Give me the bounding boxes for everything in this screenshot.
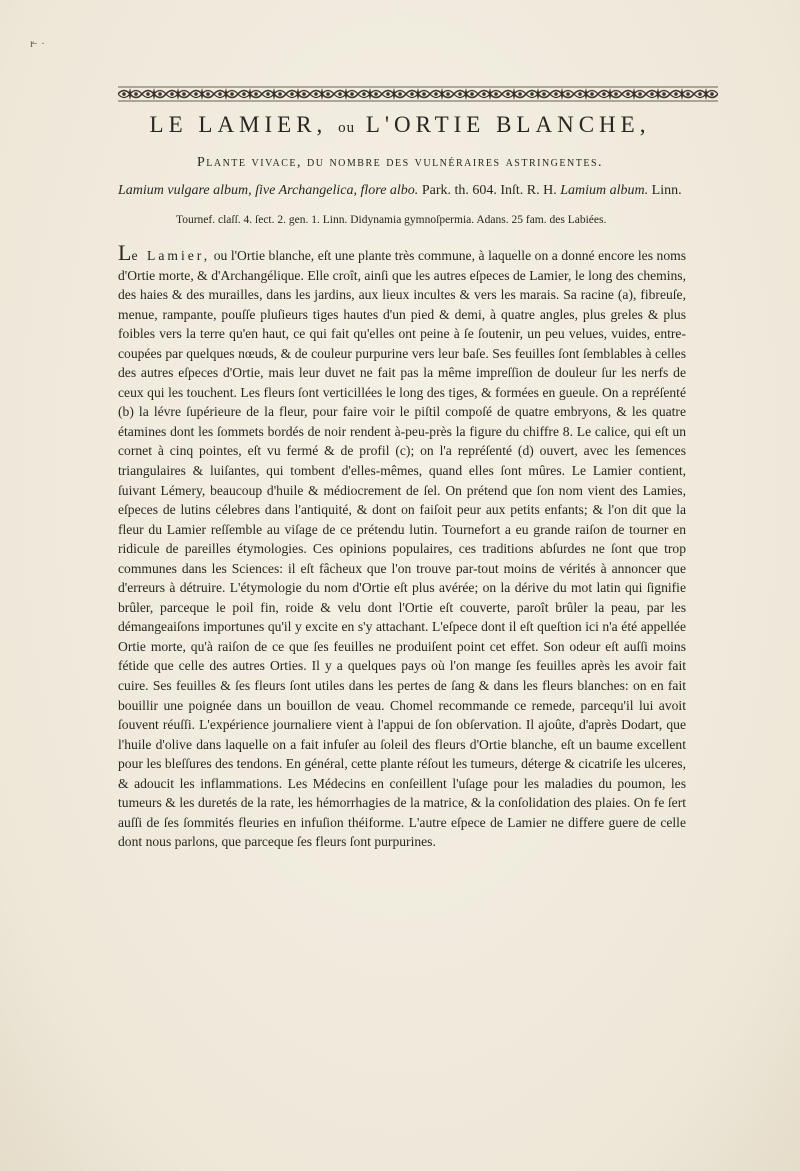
latin-name-2: Lamium album.: [560, 183, 649, 198]
body-text: ou l'Ortie blanche, eſt une plante très commune, à laquelle on a donné encore les noms d'Ortie morte, & d'Archangélique. Elle croît, ainſi que les autres eſpeces de Lamier, le long des chemins, des haies & des murailles, dans les jardins, aux lieux incultes & vers les marais. Sa racine (a), fibreuſe, menue, rampante, pouſſe pluſieurs tiges hautes d'un pied & demi, à quatre angles, plus greles & plus foibles vers la terre qu'en haut, ce qui fait qu'elles ont peine à ſe ſoutenir, un peu velues, vuides, entre-coupées par quelques nœuds, & de couleur purpurine vers leur baſe. Ses feuilles ſont ſemblables à celles des autres eſpeces d'Ortie, mais leur duvet ne fait pas la même impreſſion de douleur ſur les nerfs de ceux qui les touchent. Les fleurs ſont verticillées le long des tiges, & formées en gueule. On a repréſenté (b) la lévre ſupérieure de la fleur, pour faire voir le piſtil compoſé de quatre embryons, & les quatre étamines dont les ſommets bordés de noir rendent à-peu-près la figure du chiffre 8. Le calice, qui eſt un cornet à cinq pointes, eſt vu fermé & de profil (c); on l'a repréſenté (d) ouvert, avec les ſemences triangulaires & luiſantes, qui tombent d'elles-mêmes, quand elles ſont mûres. Le Lamier contient, ſuivant Lémery, beaucoup d'huile & médiocrement de ſel. On prétend que ſon nom vient des Lamies, eſpeces de lutins célebres dans l'antiquité, & dont on faiſoit peur aux petits enfants; & l'on dit que la fleur du Lamier reſſemble au viſage de ce prétendu lutin. Tournefort a eu grande raiſon de tourner en ridicule de pareilles étymologies. Ces opinions populaires, ces traditions abſurdes ne ſont que trop communes dans les Sciences: il eſt fâcheux que l'on trouve par-tout moins de vérités à annoncer que d'erreurs à détruire. L'étymologie du nom d'Ortie eſt plus avérée; on la dérive du mot latin qui ſignifie brûler, parceque le poil fin, roide & velu dont l'Ortie eſt couverte, paroît brûler la peau, par les démangeaiſons importunes qu'il y excite en s'y attachant. L'eſpece dont il eſt queſtion ici n'a été appellée Ortie morte, qu'à raiſon de ce que ſes feuilles ne produiſent point cet effet. Son odeur eſt auſſi moins fétide que celle des autres Orties. Il y a quelques pays où l'on mange ſes feuilles après les avoir fait cuire. Ses feuilles & ſes fleurs ſont utiles dans les pertes de ſang & dans les fleurs blanches: on en fait bouillir une poignée dans un bouillon de veau. Chomel recommande ce remede, parcequ'il lui avoit ſouvent réuſſi. L'expérience journaliere vient à l'appui de ſon obſervation. Il ajoûte, d'après Dodart, que l'huile d'olive dans laquelle on a fait infuſer au ſoleil des fleurs d'Ortie blanche, eſt un baume excellent pour les bleſſures des tendons. En général, cette plante réſout les tumeurs, déterge & cicatriſe les ulceres, & adoucit les inflammations. Les Médecins en conſeillent l'uſage pour les maladies du poumon, les tumeurs & les duretés de la rate, les hémorrhagies de la matrice, & la conſolidation des plaies. On fe ſert auſſi de ſes ſommités fleuries en infuſion théiforme. L'autre eſpece de Lamier ne differe guere de celle dont nous parlons, que parceque ſes fleurs ſont purpurines.: [118, 248, 686, 850]
body-paragraph: [118, 242, 686, 852]
title-part-2: L'ORTIE BLANCHE,: [365, 112, 651, 137]
page-title: [0, 112, 800, 138]
latin-ref-2: Linn.: [651, 183, 682, 198]
subtitle: Plante vivace, du nombre des vulnéraires astringentes.: [196, 155, 604, 170]
latin-names: [118, 183, 688, 199]
title-part-1: LE LAMIER,: [149, 112, 328, 137]
opening-words: e Lamier,: [131, 248, 211, 263]
decorative-ornament-band: [118, 86, 718, 102]
latin-name-1: Lamium vulgare album, ſive Archangelica, flore albo.: [118, 183, 419, 198]
latin-ref-1: Park. th. 604. Inſt. R. H.: [421, 183, 557, 198]
drop-cap: L: [118, 240, 132, 265]
title-ou: ou: [338, 120, 356, 136]
classification: Tournef. claſſ. 4. ſect. 2. gen. 1. Linn. Didynamia gymnoſpermia. Adans. 25 fam. des Labiées.: [176, 214, 607, 226]
corner-mark: r̶ ·: [30, 36, 47, 50]
